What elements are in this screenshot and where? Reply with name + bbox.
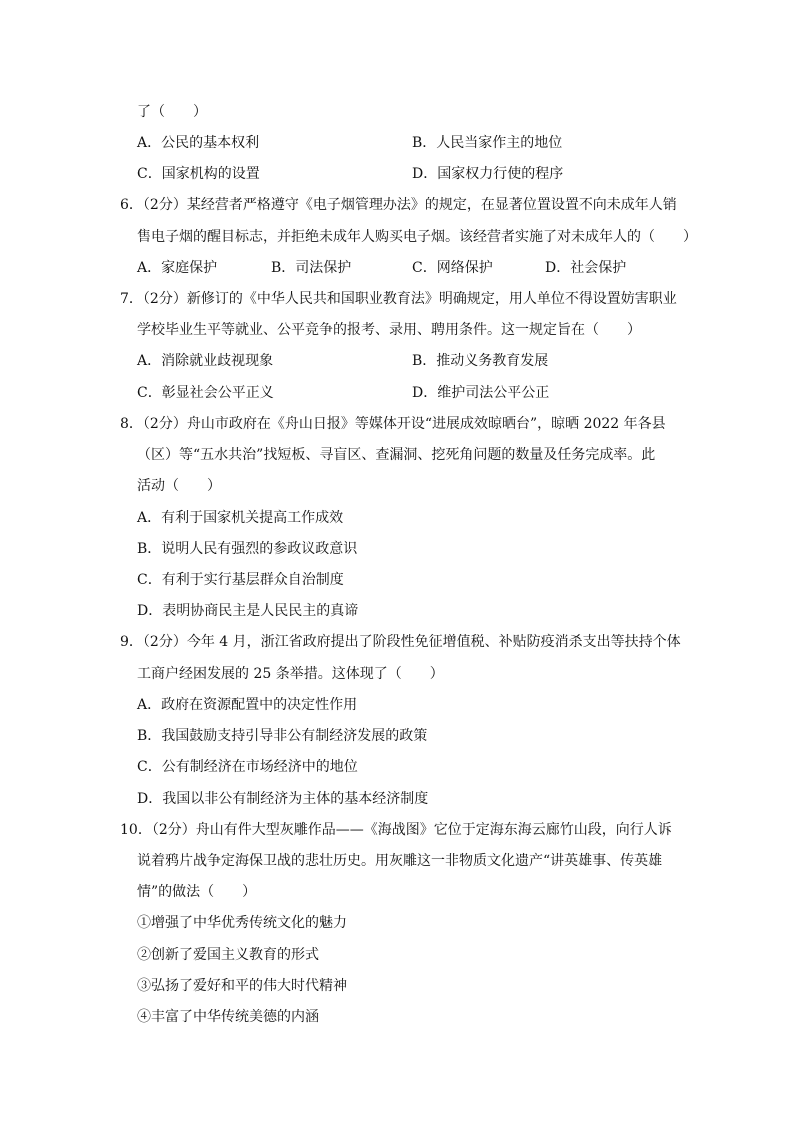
q8-stem-line3: 活动（ ） — [137, 478, 221, 494]
q10-stem-line3: 情”的做法（ ） — [137, 884, 257, 900]
q9-stem-line2: 工商户经困发展的 25 条举措。这体现了（ ） — [137, 666, 444, 682]
q7-stem-line1: 7．（2分）新修订的《中华人民共和国职业教育法》明确规定，用人单位不得设置妨害职业 — [120, 291, 677, 307]
q5-stem-tail: 了（ ） — [137, 104, 207, 120]
q6-option-d: D．社会保护 — [545, 260, 627, 276]
q6-option-a: A．家庭保护 — [137, 260, 218, 276]
q10-item-2: ②创新了爱国主义教育的形式 — [137, 947, 319, 963]
q9-option-c: C．公有制经济在市场经济中的地位 — [137, 759, 358, 775]
q5-option-d: D．国家权力行使的程序 — [412, 166, 564, 182]
q6-stem-line2: 售电子烟的醒目标志，并拒绝未成年人购买电子烟。该经营者实施了对未成年人的（ ） — [137, 229, 697, 245]
q8-option-d: D．表明协商民主是人民民主的真谛 — [137, 603, 359, 619]
q7-option-a: A．消除就业歧视现象 — [137, 353, 274, 369]
q7-stem-line2: 学校毕业生平等就业、公平竞争的报考、录用、聘用条件。这一规定旨在（ ） — [137, 322, 641, 338]
q8-stem-line2: （区）等“五水共治”找短板、寻盲区、查漏洞、挖死角问题的数量及任务完成率。此 — [137, 447, 656, 463]
q5-option-a: A．公民的基本权利 — [137, 135, 260, 151]
q5-option-b: B．人民当家作主的地位 — [412, 135, 563, 151]
q8-option-c: C．有利于实行基层群众自治制度 — [137, 572, 344, 588]
q9-option-a: A．政府在资源配置中的决定性作用 — [137, 697, 358, 713]
q10-item-1: ①增强了中华优秀传统文化的魅力 — [137, 915, 347, 931]
q9-option-b: B．我国鼓励支持引导非公有制经济发展的政策 — [137, 728, 428, 744]
q8-stem-line1: 8．（2分）舟山市政府在《舟山日报》等媒体开设“进展成效晾晒台”，晾晒 2022 年各县 — [120, 416, 666, 432]
q8-option-a: A．有利于国家机关提高工作成效 — [137, 510, 344, 526]
q10-item-4: ④丰富了中华传统美德的内涵 — [137, 1009, 319, 1025]
q10-item-3: ③弘扬了爱好和平的伟大时代精神 — [137, 978, 347, 994]
q7-option-d: D．维护司法公平公正 — [412, 385, 550, 401]
q7-option-c: C．彰显社会公平正义 — [137, 385, 274, 401]
q10-stem-line1: 10．（2分）舟山有件大型灰雕作品——《海战图》它位于定海东海云廊竹山段，向行人诉 — [120, 822, 672, 838]
q6-stem-line1: 6．（2分）某经营者严格遵守《电子烟管理办法》的规定，在显著位置设置不向未成年人销 — [120, 197, 677, 213]
q9-stem-line1: 9．（2分）今年 4 月，浙江省政府提出了阶段性免征增值税、补贴防疫消杀支出等扶持个体 — [120, 634, 681, 650]
q7-option-b: B．推动义务教育发展 — [412, 353, 549, 369]
q5-option-c: C．国家机构的设置 — [137, 166, 260, 182]
q9-option-d: D．我国以非公有制经济为主体的基本经济制度 — [137, 791, 429, 807]
q6-option-c: C．网络保护 — [412, 260, 493, 276]
q10-stem-line2: 说着鸦片战争定海保卫战的悲壮历史。用灰雕这一非物质文化遗产“讲英雄事、传英雄 — [137, 853, 663, 869]
q6-option-b: B．司法保护 — [271, 260, 352, 276]
q8-option-b: B．说明人民有强烈的参政议政意识 — [137, 541, 358, 557]
